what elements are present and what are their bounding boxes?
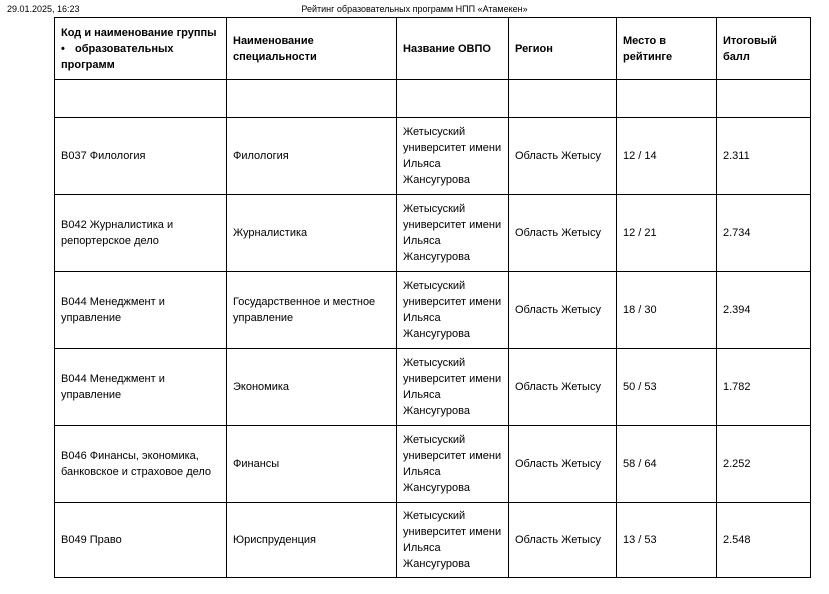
- cell-score: 2.252: [717, 426, 811, 503]
- cell-group: B049 Право: [55, 503, 227, 578]
- cell-score: 2.734: [717, 195, 811, 272]
- cell-score: 1.782: [717, 349, 811, 426]
- column-header-group: [55, 18, 227, 80]
- cell-region: Область Жетысу: [509, 426, 617, 503]
- cell-group: B042 Журналистика и репортерское дело: [55, 195, 227, 272]
- cell-university: Жетысуский университет имени Ильяса Жансугурова: [397, 195, 509, 272]
- cell-rank: 50 / 53: [617, 349, 717, 426]
- table-header-row: [55, 18, 811, 80]
- blank-cell: [397, 80, 509, 118]
- blank-cell: [227, 80, 397, 118]
- column-header-group-title: Код и наименование группы: [61, 26, 217, 39]
- print-datetime: 29.01.2025, 16:23: [7, 4, 80, 14]
- cell-rank: 18 / 30: [617, 272, 717, 349]
- cell-rank: 12 / 14: [617, 118, 717, 195]
- blank-cell: [617, 80, 717, 118]
- blank-cell: [509, 80, 617, 118]
- column-header-region: Регион: [509, 18, 617, 80]
- rating-table: [54, 17, 811, 578]
- cell-rank: 13 / 53: [617, 503, 717, 578]
- cell-group: B037 Филология: [55, 118, 227, 195]
- bullet-icon: •: [61, 42, 65, 55]
- cell-region: Область Жетысу: [509, 503, 617, 578]
- cell-group: B044 Менеджмент и управление: [55, 272, 227, 349]
- cell-score: 2.394: [717, 272, 811, 349]
- cell-specialty: Журналистика: [227, 195, 397, 272]
- cell-specialty: Филология: [227, 118, 397, 195]
- table-row: [55, 272, 811, 349]
- cell-university: Жетысуский университет имени Ильяса Жансугурова: [397, 349, 509, 426]
- cell-region: Область Жетысу: [509, 349, 617, 426]
- cell-score: 2.311: [717, 118, 811, 195]
- table-row: [55, 503, 811, 578]
- blank-row: [55, 80, 811, 118]
- column-header-university: Название ОВПО: [397, 18, 509, 80]
- blank-cell: [717, 80, 811, 118]
- cell-score: 2.548: [717, 503, 811, 578]
- cell-group: B046 Финансы, экономика, банковское и страховое дело: [55, 426, 227, 503]
- table-row: [55, 195, 811, 272]
- table-row: [55, 349, 811, 426]
- column-header-group-subtitle-text: образовательных программ: [61, 42, 174, 71]
- cell-university: Жетысуский университет имени Ильяса Жансугурова: [397, 503, 509, 578]
- cell-specialty: Государственное и местное управление: [227, 272, 397, 349]
- cell-university: Жетысуский университет имени Ильяса Жансугурова: [397, 118, 509, 195]
- column-header-group-subtitle: [61, 41, 220, 73]
- cell-specialty: Юриспруденция: [227, 503, 397, 578]
- column-header-rank: Место в рейтинге: [617, 18, 717, 80]
- cell-rank: 58 / 64: [617, 426, 717, 503]
- column-header-score: Итоговый балл: [717, 18, 811, 80]
- table-row: [55, 426, 811, 503]
- cell-region: Область Жетысу: [509, 118, 617, 195]
- cell-specialty: Финансы: [227, 426, 397, 503]
- blank-cell: [55, 80, 227, 118]
- cell-university: Жетысуский университет имени Ильяса Жансугурова: [397, 426, 509, 503]
- cell-region: Область Жетысу: [509, 195, 617, 272]
- column-header-specialty: Наименование специальности: [227, 18, 397, 80]
- print-header: [7, 3, 822, 15]
- page-title: Рейтинг образовательных программ НПП «Атамекен»: [301, 4, 528, 14]
- cell-specialty: Экономика: [227, 349, 397, 426]
- cell-university: Жетысуский университет имени Ильяса Жансугурова: [397, 272, 509, 349]
- table-row: [55, 118, 811, 195]
- cell-group: B044 Менеджмент и управление: [55, 349, 227, 426]
- cell-rank: 12 / 21: [617, 195, 717, 272]
- cell-region: Область Жетысу: [509, 272, 617, 349]
